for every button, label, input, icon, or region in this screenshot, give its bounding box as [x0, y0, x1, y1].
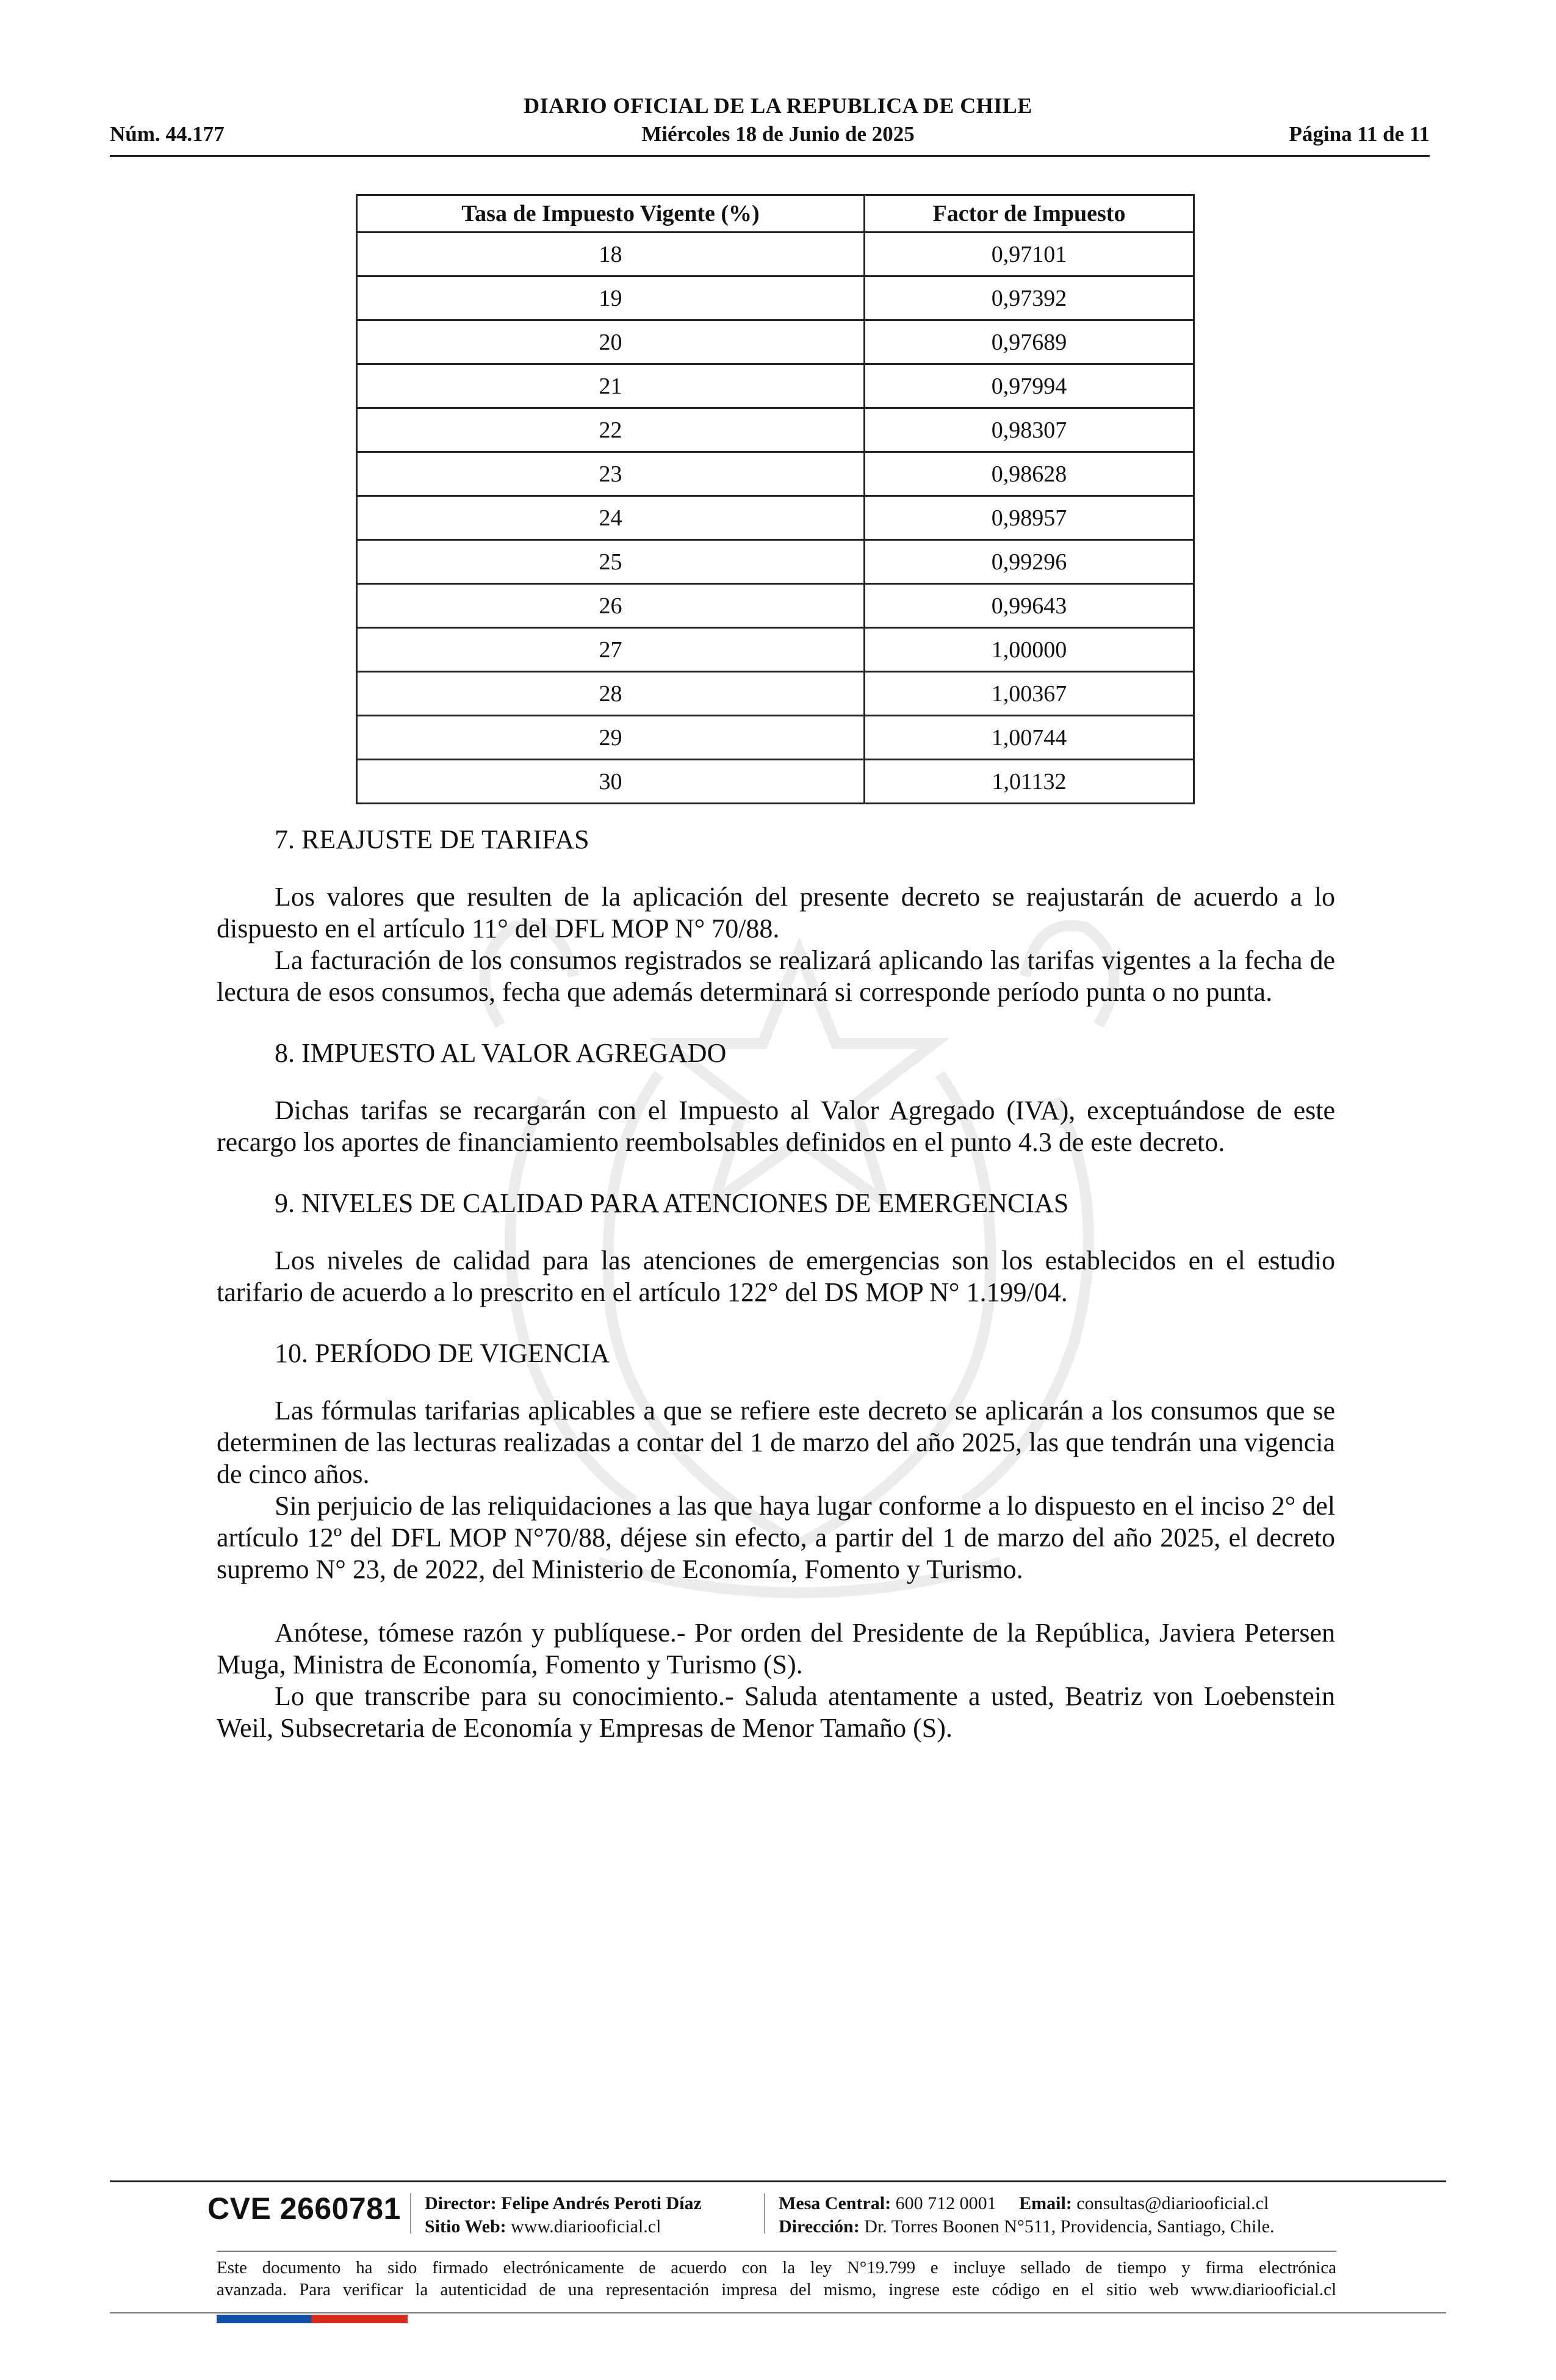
tax-factor-cell: 1,00000 [865, 628, 1194, 672]
tax-factor-cell: 0,98957 [865, 496, 1194, 540]
director-label: Director: [425, 2193, 497, 2213]
table-row [357, 320, 1194, 364]
table-row [357, 364, 1194, 408]
newspaper-title: DIARIO OFICIAL DE LA REPUBLICA DE CHILE [524, 93, 1032, 118]
tax-rate-cell: 22 [357, 408, 865, 452]
electronic-signature-notice [217, 2257, 1336, 2301]
section-heading-8: 8. IMPUESTO AL VALOR AGREGADO [275, 1038, 727, 1068]
page-number: Página 11 de 11 [1289, 122, 1430, 146]
issue-date: Miércoles 18 de Junio de 2025 [641, 122, 915, 146]
tax-factor-cell: 0,99643 [865, 584, 1194, 628]
section-heading-10: 10. PERÍODO DE VIGENCIA [275, 1338, 610, 1368]
tax-factor-cell: 0,97101 [865, 233, 1194, 276]
footer-divider-middle [217, 2251, 1336, 2252]
tax-factor-cell: 0,98307 [865, 408, 1194, 452]
website-link[interactable]: www.diariooficial.cl [511, 2216, 661, 2237]
email-link[interactable]: consultas@diariooficial.cl [1076, 2193, 1269, 2213]
section-7-paragraph-2: La facturación de los consumos registrados se realizará aplicando las tarifas vigentes a la fecha de lectura de esos consumos, fecha que además determinará si corresponde período punta o no punta. [217, 945, 1335, 1007]
tax-factor-cell: 0,99296 [865, 540, 1194, 584]
table-row [357, 672, 1194, 716]
tax-rate-cell: 27 [357, 628, 865, 672]
footer-separator [764, 2193, 765, 2234]
section-10-paragraph-1: Las fórmulas tarifarias aplicables a que se refiere este decreto se aplicarán a los consumos que se determinen de las lecturas realizadas a contar del 1 de marzo del año 2025, las que tendrán una vigencia de cinco años. [217, 1396, 1335, 1489]
table-row [357, 716, 1194, 760]
table-row [357, 452, 1194, 496]
tax-rate-cell: 20 [357, 320, 865, 364]
footer-divider-top [110, 2180, 1446, 2182]
table-row [357, 628, 1194, 672]
closing-paragraph-2: Lo que transcribe para su conocimiento.- Saluda atentamente a usted, Beatriz von Loebenstein Weil, Subsecretaria de Economía y Empresas de Menor Tamaño (S). [217, 1681, 1335, 1743]
tax-factor-cell: 0,97994 [865, 364, 1194, 408]
tax-factor-cell: 0,97689 [865, 320, 1194, 364]
mesa-central-label: Mesa Central: [779, 2193, 891, 2213]
address-label: Dirección: [779, 2216, 860, 2237]
tax-rate-cell: 18 [357, 233, 865, 276]
footer-separator [410, 2193, 411, 2234]
table-row [357, 276, 1194, 320]
website-label: Sitio Web: [425, 2216, 506, 2237]
address-value: Dr. Torres Boonen N°511, Providencia, Santiago, Chile. [864, 2216, 1275, 2237]
decree-body [217, 824, 1335, 1744]
table-header-row [357, 195, 1194, 233]
notice-line-2: avanzada. Para verificar la autenticidad de una representación impresa del mismo, ingrese este código en el sitio web www.diariooficial.cl [217, 2280, 1336, 2299]
tax-rate-cell: 29 [357, 716, 865, 760]
footer-director-block [425, 2192, 702, 2238]
notice-line-1: Este documento ha sido firmado electrónicamente de acuerdo con la ley N°19.799 e incluye sellado de tiempo y firma electrónica [217, 2258, 1336, 2277]
director-name: Felipe Andrés Peroti Díaz [501, 2193, 702, 2213]
tax-factor-cell: 1,00367 [865, 672, 1194, 716]
tax-rate-cell: 30 [357, 760, 865, 804]
table-row [357, 584, 1194, 628]
tax-rate-cell: 26 [357, 584, 865, 628]
issue-number: Núm. 44.177 [110, 122, 225, 146]
email-label: Email: [1019, 2193, 1072, 2213]
section-8-paragraph-1: Dichas tarifas se recargarán con el Impuesto al Valor Agregado (IVA), exceptuándose de este recargo los aportes de financiamiento reembolsables definidos en el punto 4.3 de este decreto. [217, 1095, 1335, 1157]
section-7-paragraph-1: Los valores que resulten de la aplicación del presente decreto se reajustarán de acuerdo a lo dispuesto en el artículo 11° del DFL MOP N° 70/88. [217, 882, 1335, 943]
column-header-tax-factor: Factor de Impuesto [865, 195, 1194, 233]
mesa-central-phone: 600 712 0001 [895, 2193, 996, 2213]
section-heading-7: 7. REAJUSTE DE TARIFAS [275, 824, 589, 854]
footer-contact-block [779, 2192, 1275, 2238]
tax-rate-cell: 28 [357, 672, 865, 716]
tax-factor-cell: 1,00744 [865, 716, 1194, 760]
section-9-paragraph-1: Los niveles de calidad para las atenciones de emergencias son los establecidos en el estudio tarifario de acuerdo a lo prescrito en el artículo 122° del DS MOP N° 1.199/04. [217, 1246, 1335, 1307]
tax-factor-cell: 1,01132 [865, 760, 1194, 804]
footer-divider-bottom [110, 2312, 1446, 2313]
cve-code: CVE 2660781 [207, 2191, 401, 2226]
flag-stripe-blue [217, 2315, 311, 2323]
table-row [357, 233, 1194, 276]
closing-paragraph-1: Anótese, tómese razón y publíquese.- Por orden del Presidente de la República, Javiera Petersen Muga, Ministra de Economía, Fomento y Turismo (S). [217, 1618, 1335, 1679]
table-row [357, 496, 1194, 540]
tax-factor-cell: 0,97392 [865, 276, 1194, 320]
tax-factor-table [356, 194, 1195, 804]
tax-rate-cell: 23 [357, 452, 865, 496]
column-header-tax-rate: Tasa de Impuesto Vigente (%) [357, 195, 865, 233]
section-heading-9: 9. NIVELES DE CALIDAD PARA ATENCIONES DE EMERGENCIAS [275, 1188, 1069, 1218]
table-row [357, 408, 1194, 452]
tax-rate-cell: 21 [357, 364, 865, 408]
table-row [357, 760, 1194, 804]
flag-stripe-red [311, 2315, 408, 2323]
tax-rate-cell: 25 [357, 540, 865, 584]
tax-rate-cell: 24 [357, 496, 865, 540]
tax-rate-cell: 19 [357, 276, 865, 320]
header-divider [110, 155, 1430, 157]
section-10-paragraph-2: Sin perjuicio de las reliquidaciones a las que haya lugar conforme a lo dispuesto en el inciso 2° del artículo 12º del DFL MOP N°70/88, déjese sin efecto, a partir del 1 de marzo del año 2025, el decreto supremo N° 23, de 2022, del Ministerio de Economía, Fomento y Turismo. [217, 1491, 1335, 1584]
tax-factor-cell: 0,98628 [865, 452, 1194, 496]
table-row [357, 540, 1194, 584]
